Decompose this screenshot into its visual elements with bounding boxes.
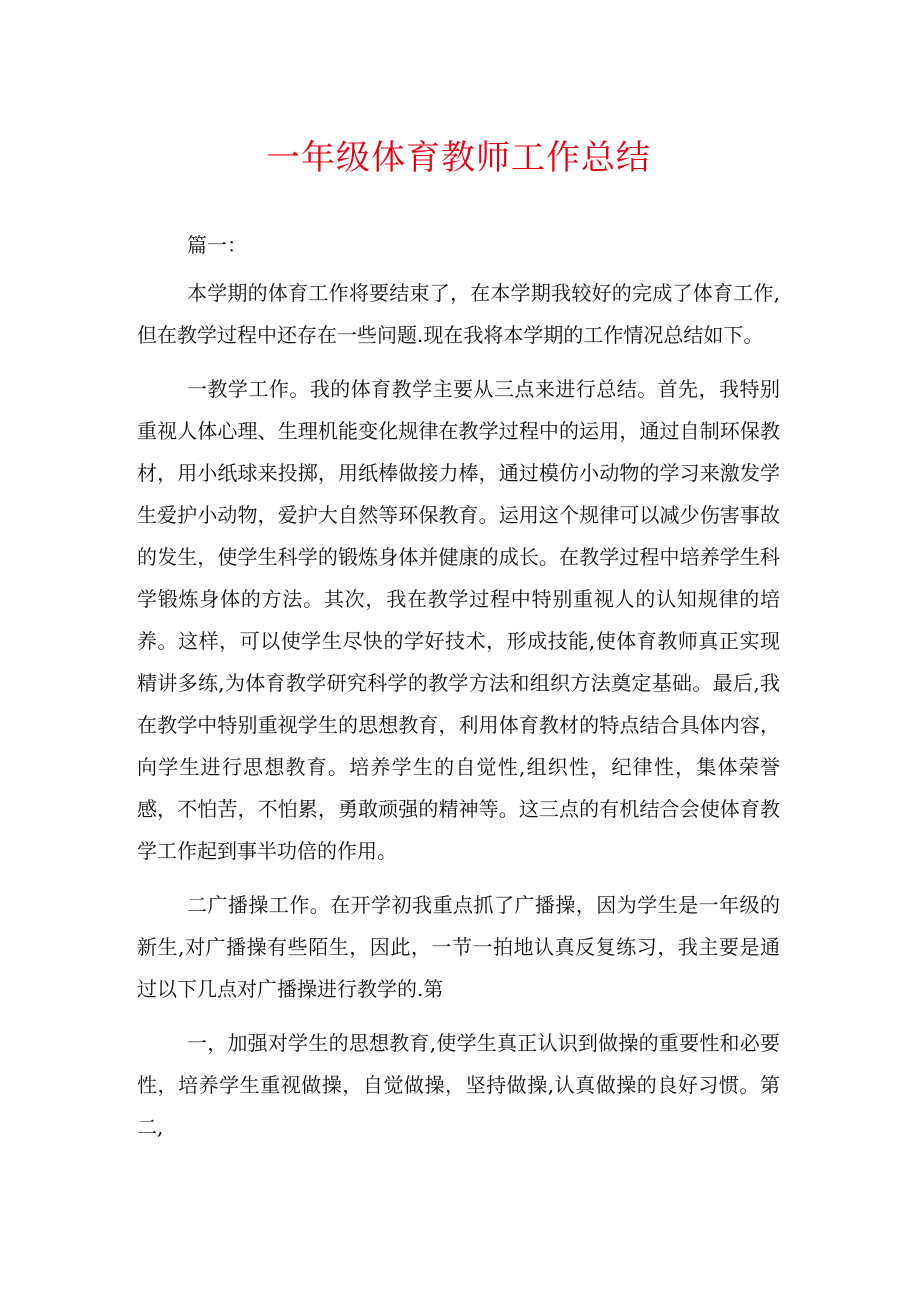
paragraph-broadcast-exercise: 二广播操工作。在开学初我重点抓了广播操，因为学生是一年级的新生,对广播操有些陌生，因此，一节一拍地认真反复练习，我主要是通过以下几点对广播操进行教学的.第 [137, 893, 780, 1001]
paragraph-teaching-work: 一教学工作。我的体育教学主要从三点来进行总结。首先，我特别重视人体心理、生理机能变化规律在教学过程中的运用，通过自制环保教材，用小纸球来投掷，用纸棒做接力棒，通过模仿小动物的学习来激发学生爱护小动物，爱护大自然等环保教育。运用这个规律可以减少伤害事故的发生，使学生科学的锻炼身体并健康的成长。在教学过程中培养学生科学锻炼身体的方法。其次，我在教学过程中特别重视人的认知规律的培养。这样，可以使学生尽快的学好技术，形成技能,使体育教师真正实现精讲多练,为体育教学研究科学的教学方法和组织方法奠定基础。最后,我在教学中特别重视学生的思想教育，利用体育教材的特点结合具体内容，向学生进行思想教育。培养学生的自觉性,组织性，纪律性，集体荣誉感，不怕苦，不怕累，勇敢顽强的精神等。这三点的有机结合会使体育教学工作起到事半功倍的作用。 [137, 377, 780, 863]
section-label: 篇一： [187, 233, 247, 257]
document-title: 一年级体育教师工作总结 [266, 138, 651, 178]
paragraph-intro: 本学期的体育工作将要结束了，在本学期我较好的完成了体育工作,但在教学过程中还存在一些问题.现在我将本学期的工作情况总结如下。 [137, 281, 780, 347]
paragraph-first-point: 一，加强对学生的思想教育,使学生真正认识到做操的重要性和必要性，培养学生重视做操，自觉做操，坚持做操,认真做操的良好习惯。第二, [137, 1031, 780, 1139]
